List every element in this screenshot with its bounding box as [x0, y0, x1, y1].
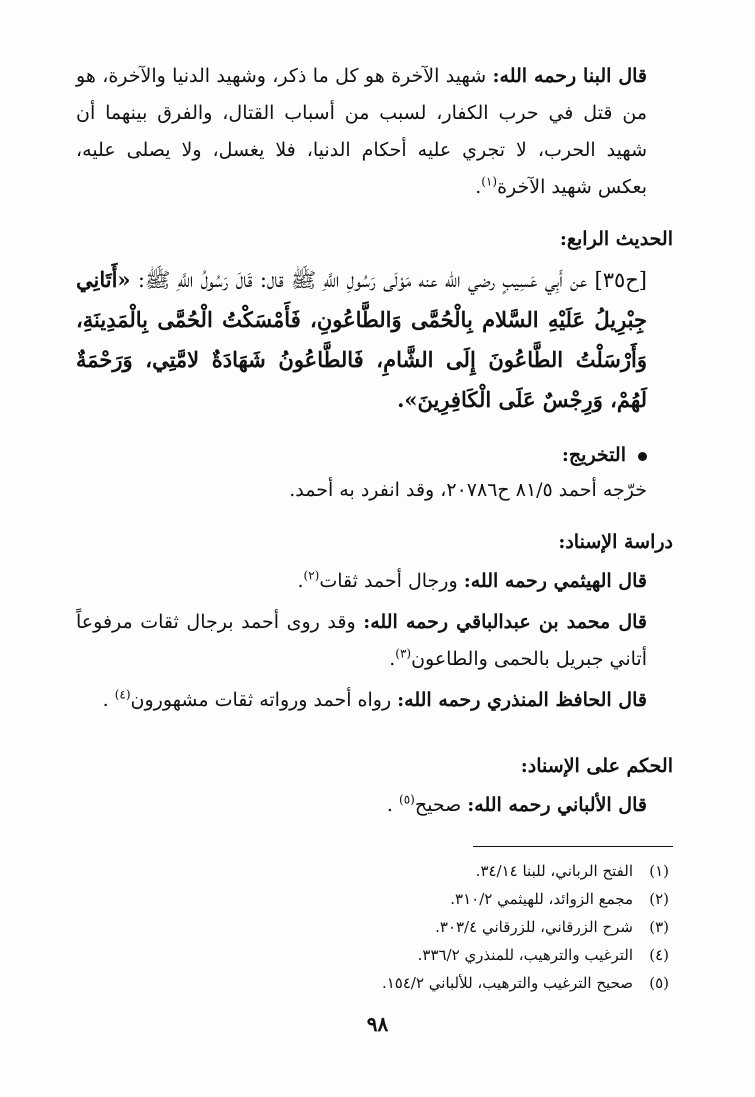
paragraph-banna: [76, 58, 673, 206]
footnote-text: صحيح الترغيب والترهيب، للألباني ١٥٤/٢.: [381, 974, 633, 992]
footnote-item: [76, 885, 673, 913]
footnote-item: [76, 941, 673, 969]
takhrij-heading: [76, 438, 673, 472]
spacer: [76, 719, 673, 733]
footnote-text: الفتح الرباني، للبنا ٣٤/١٤.: [475, 862, 633, 880]
footnote-item: [76, 857, 673, 885]
punctuation: .: [475, 176, 482, 198]
footnote-text: شرح الزرقاني، للزرقاني ٣٠٣/٤.: [435, 918, 633, 936]
speaker: قال الألباني رحمه الله:: [467, 794, 647, 816]
footnote-number: (٣): [649, 918, 669, 936]
bullet-icon: [638, 452, 647, 461]
paragraph-text: شهيد الآخرة هو كل ما ذكر، وشهيد الدنيا والآخرة، هو من قتل في حرب الكفار، لسبب من أسباب القتال، والفرق بينهما أن شهيد الحرب، لا تجري عليه أحكام الدنيا، فلا يغسل، ولا يصلى عليه، بعكس شهيد الآخرة: [76, 65, 647, 198]
footnote-ref[interactable]: (١): [481, 174, 498, 189]
footnote-number: (١): [649, 862, 669, 880]
footnote-ref[interactable]: (٣): [395, 646, 412, 661]
footnote-number: (٢): [649, 890, 669, 908]
footnote-number: (٥): [649, 974, 669, 992]
hadith-number: [ح٣٥]: [594, 268, 647, 292]
dirasa-heading: دراسة الإسناد:: [558, 531, 673, 553]
isnad-item-haythami: [76, 563, 673, 600]
punctuation: .: [386, 794, 399, 816]
isnad-text: وقد روى أحمد برجال ثقات مرفوعاً أتاني جبريل بالحمى والطاعون: [76, 611, 647, 670]
hukm-heading: الحكم على الإسناد:: [520, 755, 673, 777]
hadith-text: [76, 260, 673, 420]
speaker: قال محمد بن عبدالباقي رحمه الله:: [363, 611, 647, 633]
page-number: ٩٨: [366, 1012, 389, 1036]
speaker: قال الحافظ المنذري رحمه الله:: [397, 689, 647, 711]
footnote-item: [76, 913, 673, 941]
punctuation: .: [389, 648, 396, 670]
footnote-text: الترغيب والترهيب، للمنذري ٣٣٦/٢.: [417, 946, 633, 964]
footnotes: [76, 857, 673, 997]
footnote-ref[interactable]: (٤): [114, 687, 131, 702]
speaker-banna: قال البنا رحمه الله:: [492, 65, 647, 87]
footnote-item: [76, 969, 673, 997]
footnote-number: (٤): [649, 946, 669, 964]
isnad-item-mundhiri: [76, 682, 673, 719]
hadith-isnad: عن أَبِي عَسِيبٍ رضي الله عنه مَوْلَى رَسُولِ اللَّهِ ﷺ قال: قَالَ رَسُولُ اللَّهِ ﷺ:: [130, 268, 595, 292]
hukm-value: صحيح: [414, 794, 468, 816]
footnote-text: مجمع الزوائد، للهيثمي ٣١٠/٢.: [450, 890, 633, 908]
punctuation: .: [102, 689, 115, 711]
footnote-ref[interactable]: (٢): [303, 568, 320, 583]
footnote-ref[interactable]: (٥): [399, 792, 415, 807]
takhrij-heading-label: التخريج:: [561, 444, 626, 466]
isnad-item-abdulbaqi: [76, 604, 673, 678]
hadith-heading: الحديث الرابع:: [559, 228, 673, 250]
isnad-text: رواه أحمد ورواته ثقات مشهورون: [130, 689, 398, 711]
takhrij-text: خرّجه أحمد ٨١/٥ ح٢٠٧٨٦، وقد انفرد به أحمد.: [289, 479, 647, 501]
hukm-text: [76, 787, 673, 824]
isnad-text: ورجال أحمد ثقات: [319, 570, 464, 592]
footnote-divider: [473, 846, 673, 847]
speaker: قال الهيثمي رحمه الله:: [463, 570, 647, 592]
hadith-matn: «أَتَانِي جِبْرِيلُ عَلَيْهِ السَّلام بِالْحُمَّى وَالطَّاعُونِ، فَأَمْسَكْتُ الْحُمَّى بِالْمَدِينَةِ، وَأَرْسَلْتُ الطَّاعُونَ إِلَى الشَّامِ، فَالطَّاعُونُ شَهَادَةٌ لامَّتِي، وَرَحْمَةٌ لَهُمْ، وَرِجْسٌ عَلَى الْكَافِرِينَ».: [76, 267, 647, 412]
punctuation: .: [297, 570, 304, 592]
